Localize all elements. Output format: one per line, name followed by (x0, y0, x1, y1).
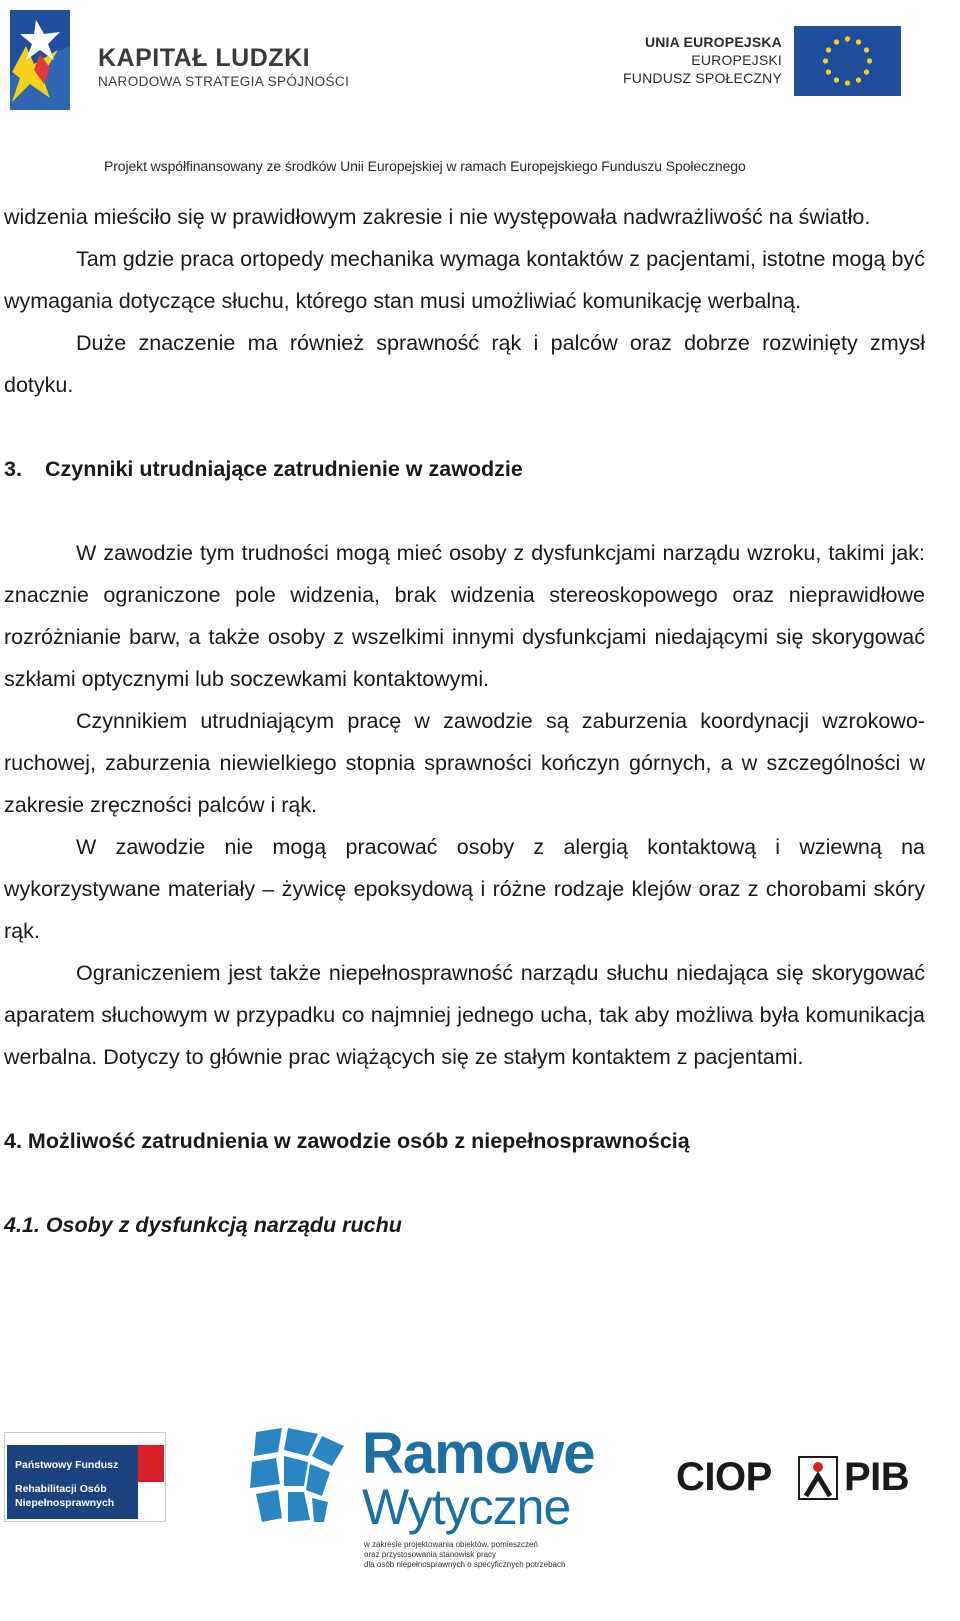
ramowe-caption-line3: dla osób niepełnosprawnych o specyficznych potrzebach (364, 1560, 566, 1569)
section-3-heading (4, 448, 925, 490)
section-3-title: Czynniki utrudniające zatrudnienie w zawodzie (45, 457, 523, 481)
eu-label-line2: EUROPEJSKI (691, 52, 782, 68)
kapital-ludzki-subtitle: NARODOWA STRATEGIA SPÓJNOŚCI (98, 74, 350, 89)
ramowe-title: Ramowe (362, 1421, 595, 1486)
spacer (4, 1162, 925, 1204)
paragraph: Tam gdzie praca ortopedy mechanika wymaga kontaktów z pacjentami, istotne mogą być wymagania dotyczące słuchu, którego stan musi umożliwiać komunikację werbalną. (4, 247, 925, 313)
pib-text: PIB (844, 1455, 910, 1499)
ramowe-wytyczne-mosaic-icon (248, 1426, 348, 1526)
wytyczne-subtitle: Wytyczne (362, 1479, 571, 1535)
document-body (4, 196, 925, 1246)
eu-flag-icon (794, 26, 901, 96)
pfron-logo (4, 1432, 166, 1522)
kapital-ludzki-title: KAPITAŁ LUDZKI (98, 44, 311, 72)
pfron-red-block (138, 1445, 164, 1482)
kapital-ludzki-logo-icon (4, 6, 74, 114)
pfron-line1: Państwowy Fundusz (15, 1459, 119, 1471)
spacer (4, 1078, 925, 1120)
paragraph: Duże znaczenie ma również sprawność rąk i palców oraz dobrze rozwinięty zmysł dotyku. (4, 331, 925, 397)
pfron-line2: Rehabilitacji Osób (15, 1483, 107, 1495)
project-cofinancing-note: Projekt współfinansowany ze środków Unii Europejskiej w ramach Europejskiego Funduszu Społecznego (104, 158, 746, 174)
section-4-1-heading: 4.1. Osoby z dysfunkcją narządu ruchu (4, 1213, 402, 1237)
ciop-text: CIOP (676, 1455, 772, 1499)
paragraph: Czynnikiem utrudniającym pracę w zawodzie są zaburzenia koordynacji wzrokowo-ruchowej, zaburzenia niewielkiego stopnia sprawności kończyn górnych, a w szczególności w zakresie zręczności palców i rąk. (4, 709, 925, 817)
section-4-heading: 4. Możliwość zatrudnienia w zawodzie osób z niepełnosprawnością (4, 1129, 690, 1153)
paragraph: W zawodzie tym trudności mogą mieć osoby z dysfunkcjami narządu wzroku, takimi jak: znacznie ograniczone pole widzenia, brak widzenia stereoskopowego oraz nieprawidłowe rozróżnianie barw, a także osoby z wszelkimi innymi dysfunkcjami niedającymi się skorygować szkłami optycznymi lub soczewkami kontaktowymi. (4, 541, 925, 691)
eu-label-line1: UNIA EUROPEJSKA (644, 34, 782, 50)
ramowe-caption-line2: oraz przystosowania stanowisk pracy (364, 1550, 497, 1559)
paragraph: widzenia mieściło się w prawidłowym zakresie i nie występowała nadwrażliwość na światło. (4, 205, 871, 229)
paragraph: Ograniczeniem jest także niepełnosprawność narządu słuchu niedająca się skorygować aparatem słuchowym w przypadku co najmniej jednego ucha, tak aby możliwa była komunikacja werbalna. Dotyczy to głównie prac wiążących się ze stałym kontaktem z pacjentami. (4, 961, 925, 1069)
ciop-pib-figure-icon (798, 1456, 838, 1500)
spacer (4, 406, 925, 448)
eu-label-line3: FUNDUSZ SPOŁECZNY (623, 70, 782, 86)
ramowe-caption-line1: w zakresie projektowania obiektów, pomieszczeń (364, 1540, 538, 1549)
spacer (4, 490, 925, 532)
section-3-number: 3. (4, 457, 22, 481)
pfron-line3: Niepełnosprawnych (15, 1497, 115, 1509)
pfron-blue-block (7, 1445, 138, 1519)
paragraph: W zawodzie nie mogą pracować osoby z alergią kontaktową i wziewną na wykorzystywane materiały – żywicę epoksydową i różne rodzaje klejów oraz z chorobami skóry rąk. (4, 835, 925, 943)
